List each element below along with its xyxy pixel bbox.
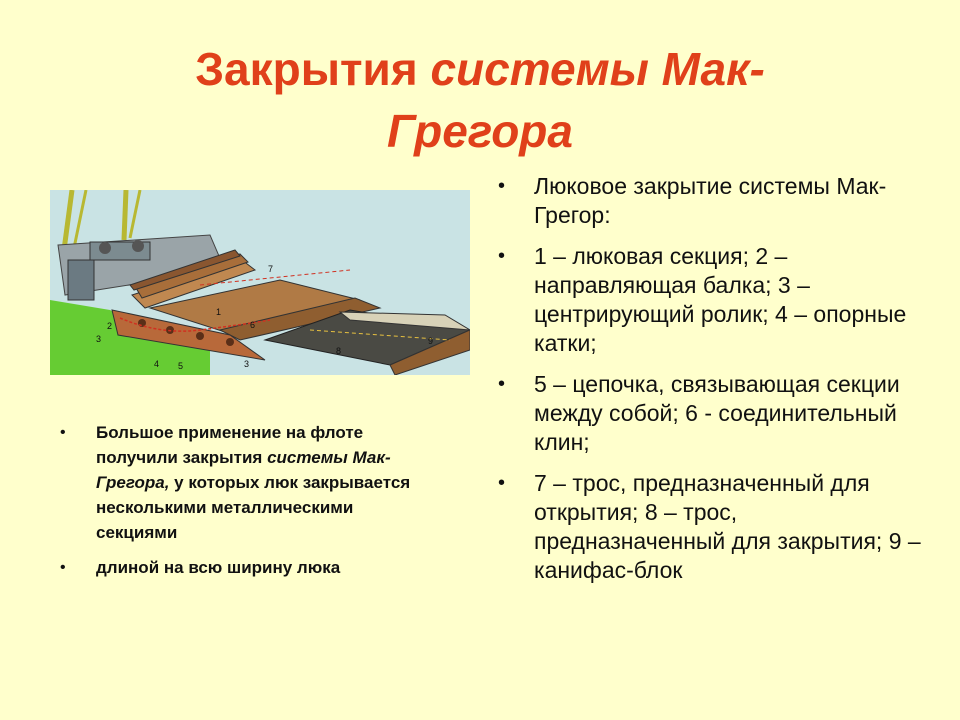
slide-title xyxy=(80,38,880,162)
bullet-dot-icon: • xyxy=(60,424,66,441)
right-bullet-item xyxy=(494,172,934,230)
callout-8: 8 xyxy=(336,346,342,356)
right-bullet-text: 7 – трос, предназначенный для открытия; 8 – трос, предназначенный для закрытия; 9 – канифас-блок xyxy=(534,470,921,583)
callout-5: 5 xyxy=(178,361,184,371)
callout-2: 2 xyxy=(107,321,113,331)
right-bullet-text: 1 – люковая секция; 2 – направляющая балка; 3 – центрирующий ролик; 4 – опорные катки; xyxy=(534,243,907,356)
deck-block xyxy=(68,260,94,300)
title-part1: Закрытия xyxy=(195,43,431,95)
right-bullet-item xyxy=(494,370,934,457)
roller-3 xyxy=(196,332,204,340)
callout-1: 1 xyxy=(216,307,222,317)
callout-4: 4 xyxy=(154,359,160,369)
hatch-cover-drawing xyxy=(50,190,470,375)
bullet-dot-icon: • xyxy=(498,373,506,395)
bullet-dot-icon: • xyxy=(498,472,506,494)
right-bullet-list xyxy=(494,172,934,597)
left-bullet-1-part1: Большое применение на флоте получили закрытия xyxy=(96,423,364,467)
winch-drum-left xyxy=(99,242,111,254)
callout-7: 7 xyxy=(268,264,274,274)
right-bullet-item xyxy=(494,242,934,358)
left-bullet-item xyxy=(60,420,430,545)
bullet-dot-icon: • xyxy=(498,175,506,197)
bullet-dot-icon: • xyxy=(60,559,66,576)
right-bullet-text: 5 – цепочка, связывающая секции между собой; 6 - соединительный клин; xyxy=(534,371,900,455)
left-bullet-2: длиной на всю ширину люка xyxy=(96,558,341,577)
winch-drum-right xyxy=(132,240,144,252)
right-bullet-item xyxy=(494,469,934,585)
left-bullet-list xyxy=(60,420,430,590)
bullet-dot-icon: • xyxy=(498,245,506,267)
callout-3-left: 3 xyxy=(96,334,102,344)
hatch-cover-illustration xyxy=(50,190,470,375)
title-italic: системы Мак- xyxy=(430,43,765,95)
callout-3-right: 3 xyxy=(244,359,250,369)
right-bullet-text: Люковое закрытие системы Мак-Грегор: xyxy=(534,173,887,228)
roller-4 xyxy=(226,338,234,346)
left-bullet-1-part2: у которых люк закрывается несколькими металлическими секциями xyxy=(96,473,411,542)
callout-6: 6 xyxy=(250,320,256,330)
crane-boom-right xyxy=(124,190,126,240)
callout-9: 9 xyxy=(428,336,434,346)
title-line2: Грегора xyxy=(387,105,573,157)
left-bullet-item xyxy=(60,555,430,580)
left-bullet-1-italic: системы Мак- Грегора, xyxy=(96,448,391,492)
